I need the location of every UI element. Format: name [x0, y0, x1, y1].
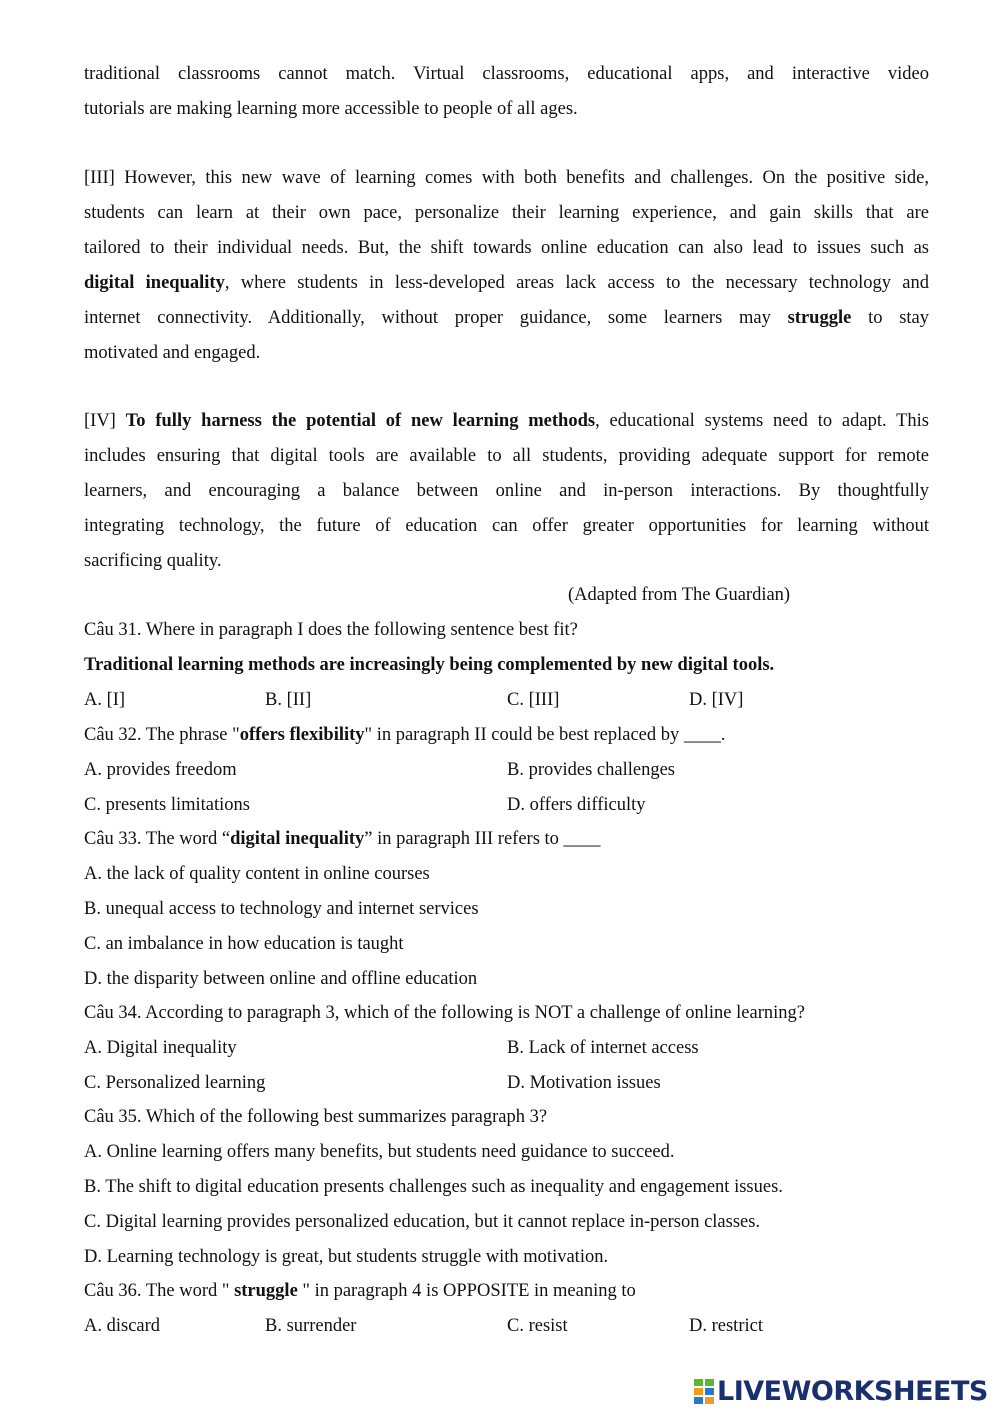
text-span: [IV] [84, 411, 126, 431]
option-d[interactable]: D. [IV] [689, 690, 744, 710]
text-line [84, 404, 929, 439]
option-a[interactable]: A. provides freedom [84, 760, 237, 780]
question-36-options [84, 1309, 929, 1344]
liveworksheets-logo-icon [693, 1377, 715, 1405]
option-c[interactable]: C. Digital learning provides personalized education, but it cannot replace in-person classes. [84, 1212, 761, 1232]
option-b[interactable]: B. provides challenges [507, 760, 675, 780]
option-c[interactable]: C. [III] [507, 690, 560, 710]
text-line [84, 266, 929, 301]
text-line: sacrificing quality. [84, 551, 222, 571]
option-d[interactable]: D. Motivation issues [507, 1073, 661, 1093]
text-span: ” in paragraph III refers to ____ [364, 829, 601, 849]
paragraph-2-tail [84, 57, 929, 127]
question-34-options-row2 [84, 1066, 929, 1101]
bold-term: To fully harness the potential of new learning methods [125, 411, 596, 431]
option-a[interactable]: A. the lack of quality content in online courses [84, 864, 430, 884]
option-d[interactable]: D. Learning technology is great, but students struggle with motivation. [84, 1247, 609, 1267]
question-31-sentence [84, 648, 929, 683]
liveworksheets-logo[interactable] [693, 1374, 988, 1408]
option-a[interactable]: A. Digital inequality [84, 1038, 237, 1058]
question-32-stem [84, 718, 929, 753]
logo-text: LIVEWORKSHEETS [717, 1375, 988, 1407]
question-35-stem: Câu 35. Which of the following best summarizes paragraph 3? [84, 1107, 548, 1127]
text-span: Câu 32. The phrase " [84, 725, 240, 745]
question-31-options [84, 683, 929, 718]
text-line: [III] However, this new wave of learning comes with both benefits and challenges. On the positive side, [84, 168, 929, 188]
option-b[interactable]: B. Lack of internet access [507, 1038, 699, 1058]
bold-term: digital inequality [230, 829, 365, 849]
text-line: tutorials are making learning more accessible to people of all ages. [84, 99, 578, 119]
option-a[interactable]: A. [I] [84, 690, 126, 710]
option-a[interactable]: A. Online learning offers many benefits, but students need guidance to succeed. [84, 1142, 675, 1162]
text-line: includes ensuring that digital tools are available to all students, providing adequate support for remote [84, 446, 929, 466]
question-34-stem: Câu 34. According to paragraph 3, which of the following is NOT a challenge of online learning? [84, 1003, 805, 1023]
option-d[interactable]: D. restrict [689, 1316, 763, 1336]
text-line: motivated and engaged. [84, 343, 261, 363]
question-32-options-row2 [84, 788, 929, 823]
option-c[interactable]: C. presents limitations [84, 795, 250, 815]
bold-term: offers flexibility [239, 725, 365, 745]
source-citation: (Adapted from The Guardian) [568, 585, 791, 605]
option-b[interactable]: B. surrender [265, 1316, 357, 1336]
paragraph-3 [84, 161, 929, 371]
text-line: tailored to their individual needs. But, the shift towards online education can also lead to issues such as [84, 238, 929, 258]
question-33-stem [84, 822, 929, 857]
bold-sentence: Traditional learning methods are increasingly being complemented by new digital tools. [84, 655, 775, 675]
question-32-options-row1 [84, 753, 929, 788]
option-b[interactable]: B. unequal access to technology and internet services [84, 899, 479, 919]
text-span: Câu 36. The word " [84, 1281, 235, 1301]
text-span: , educational systems need to adapt. This [595, 411, 929, 431]
text-line: integrating technology, the future of education can offer greater opportunities for learning without [84, 516, 929, 536]
text-line [84, 301, 929, 336]
paragraph-4 [84, 404, 929, 579]
text-line: traditional classrooms cannot match. Virtual classrooms, educational apps, and interactive video [84, 64, 929, 84]
question-31-stem: Câu 31. Where in paragraph I does the following sentence best fit? [84, 620, 578, 640]
bold-term: struggle [787, 308, 852, 328]
text-span: , where students in less-developed areas lack access to the necessary technology and [224, 273, 930, 293]
bold-term: struggle [234, 1281, 298, 1301]
text-line: learners, and encouraging a balance between online and in-person interactions. By thoughtfully [84, 481, 929, 501]
option-c[interactable]: C. an imbalance in how education is taught [84, 934, 404, 954]
question-36-stem [84, 1274, 929, 1309]
option-c[interactable]: C. resist [507, 1316, 568, 1336]
bold-term: digital inequality [84, 273, 225, 293]
text-span: " in paragraph II could be best replaced by ____. [364, 725, 726, 745]
text-span: " in paragraph 4 is OPPOSITE in meaning to [297, 1281, 636, 1301]
option-d[interactable]: D. offers difficulty [507, 795, 646, 815]
option-c[interactable]: C. Personalized learning [84, 1073, 266, 1093]
text-line: students can learn at their own pace, personalize their learning experience, and gain skills that are [84, 203, 929, 223]
text-span: internet connectivity. Additionally, without proper guidance, some learners may [84, 308, 788, 328]
question-34-options-row1 [84, 1031, 929, 1066]
option-a[interactable]: A. discard [84, 1316, 161, 1336]
text-span: Câu 33. The word “ [84, 829, 231, 849]
option-d[interactable]: D. the disparity between online and offline education [84, 969, 478, 989]
text-span: to stay [851, 308, 929, 328]
option-b[interactable]: B. The shift to digital education presents challenges such as inequality and engagement issues. [84, 1177, 783, 1197]
option-b[interactable]: B. [II] [265, 690, 312, 710]
